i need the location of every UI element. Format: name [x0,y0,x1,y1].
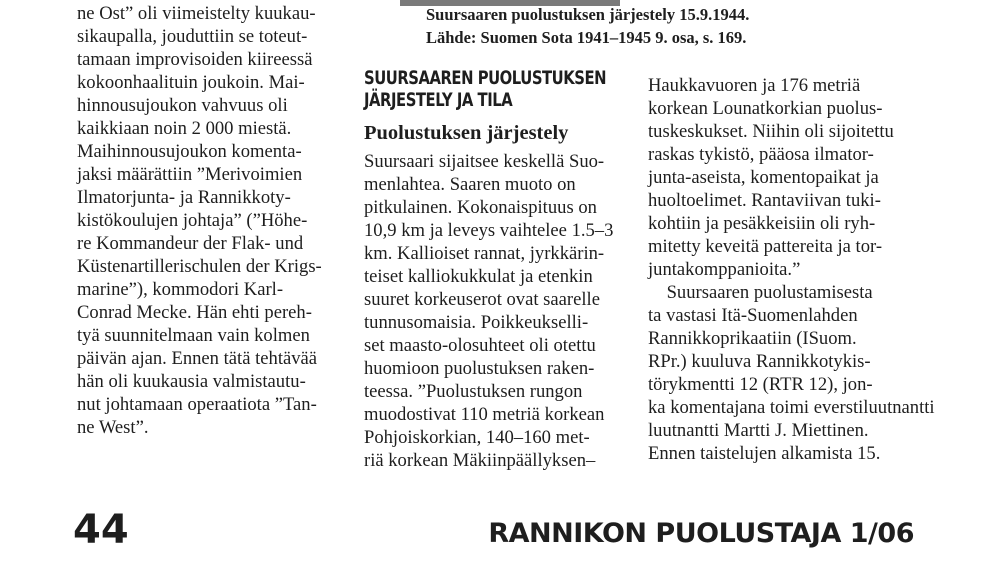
text-line: huoltoelimet. Rantaviivan tuki- [648,190,881,211]
text-line: Ilmatorjunta- ja Rannikkoty- [77,187,291,208]
text-line: korkean Lounatkorkian puolus- [648,98,883,119]
text-line: km. Kallioiset rannat, jyrkkärin- [364,243,605,264]
text-line: tunnusomaisia. Poikkeukselli- [364,312,589,333]
text-line: Conrad Mecke. Hän ehti pereh- [77,302,312,323]
text-line: ne Ost” oli viimeistelty kuukau- [77,3,316,24]
text-line: re Kommandeur der Flak- und [77,233,304,254]
text-line: huomioon puolustuksen raken- [364,358,595,379]
text-line: luutnantti Martti J. Miettinen. [648,420,869,441]
caption-line: Suursaaren puolustuksen järjestely 15.9.1944. [426,5,750,24]
text-line: nut johtamaan operaatiota ”Tan- [77,394,317,415]
text-line: junta-aseista, komentopaikat ja [648,167,879,188]
text-line: ka komentajana toimi everstiluutnantti [648,397,935,418]
text-line: törykmentti 12 (RTR 12), jon- [648,374,873,395]
text-line: ne West”. [77,417,149,438]
map-caption [426,3,749,49]
section-heading [364,67,606,111]
text-line: set maasto-olosuhteet oli otettu [364,335,596,356]
text-line: RPr.) kuuluva Rannikkotykis- [648,351,871,372]
text-line: jaksi määrättiin ”Merivoimien [77,164,303,185]
caption-line: Lähde: Suomen Sota 1941–1945 9. osa, s. 169. [426,28,747,47]
middle-column [364,150,634,472]
text-line: juntakomppanioita.” [648,259,801,280]
text-line: Ennen taistelujen alkamista 15. [648,443,881,464]
text-line: Maihinnousujoukon komenta- [77,141,302,162]
text-line: sikaupalla, jouduttiin se toteut- [77,26,308,47]
text-line: kohtiin ja pesäkkeisiin oli ryh- [648,213,876,234]
text-line: Suursaari sijaitsee keskellä Suo- [364,151,605,172]
text-line: Pohjoiskorkian, 140–160 met- [364,427,590,448]
text-line: suuret korkeuserot ovat saarelle [364,289,600,310]
heading-line: JÄRJESTELY JA TILA [364,89,513,111]
text-line: ta vastasi Itä-Suomenlahden [648,305,858,326]
text-line: Haukkavuoren ja 176 metriä [648,75,861,96]
magazine-title: RANNIKON PUOLUSTAJA 1/06 [488,518,914,549]
text-line: tamaan improvisoiden kiireessä [77,49,313,70]
text-line: tyä suunnitelmaan vain kolmen [77,325,310,346]
text-line: kistökoulujen johtaja” (”Höhe- [77,210,308,231]
text-line: raskas tykistö, pääosa ilmator- [648,144,874,165]
text-line: muodostivat 110 metriä korkean [364,404,605,425]
left-column [77,2,345,439]
text-line: teiset kalliokukkulat ja etenkin [364,266,593,287]
text-line: Küstenartillerischulen der Krigs- [77,256,322,277]
text-line: marine”), kommodori Karl- [77,279,284,300]
text-line: kokoonhaalituin joukoin. Mai- [77,72,305,93]
heading-line: SUURSAAREN PUOLUSTUKSEN [364,67,607,89]
text-line: teessa. ”Puolustuksen rungon [364,381,583,402]
text-line: tuskeskukset. Niihin oli sijoitettu [648,121,894,142]
right-column [648,74,935,465]
text-line: kaikkiaan noin 2 000 miestä. [77,118,292,139]
page-number: 44 [73,507,129,553]
text-line: hinnousujoukon vahvuus oli [77,95,288,116]
text-line: mitetty keveitä pattereita ja tor- [648,236,883,257]
subsection-heading: Puolustuksen järjestely [364,122,569,144]
text-line: riä korkean Mäkiinpäällyksen– [364,450,596,471]
text-line: Suursaaren puolustamisesta [648,282,873,303]
text-line: pitkulainen. Kokonaispituus on [364,197,597,218]
text-line: 10,9 km ja leveys vaihtelee 1.5–3 [364,220,614,241]
text-line: menlahtea. Saaren muoto on [364,174,576,195]
text-line: Rannikkoprikaatiin (ISuom. [648,328,857,349]
text-line: päivän ajan. Ennen tätä tehtävää [77,348,318,369]
text-line: hän oli kuukausia valmistautu- [77,371,306,392]
